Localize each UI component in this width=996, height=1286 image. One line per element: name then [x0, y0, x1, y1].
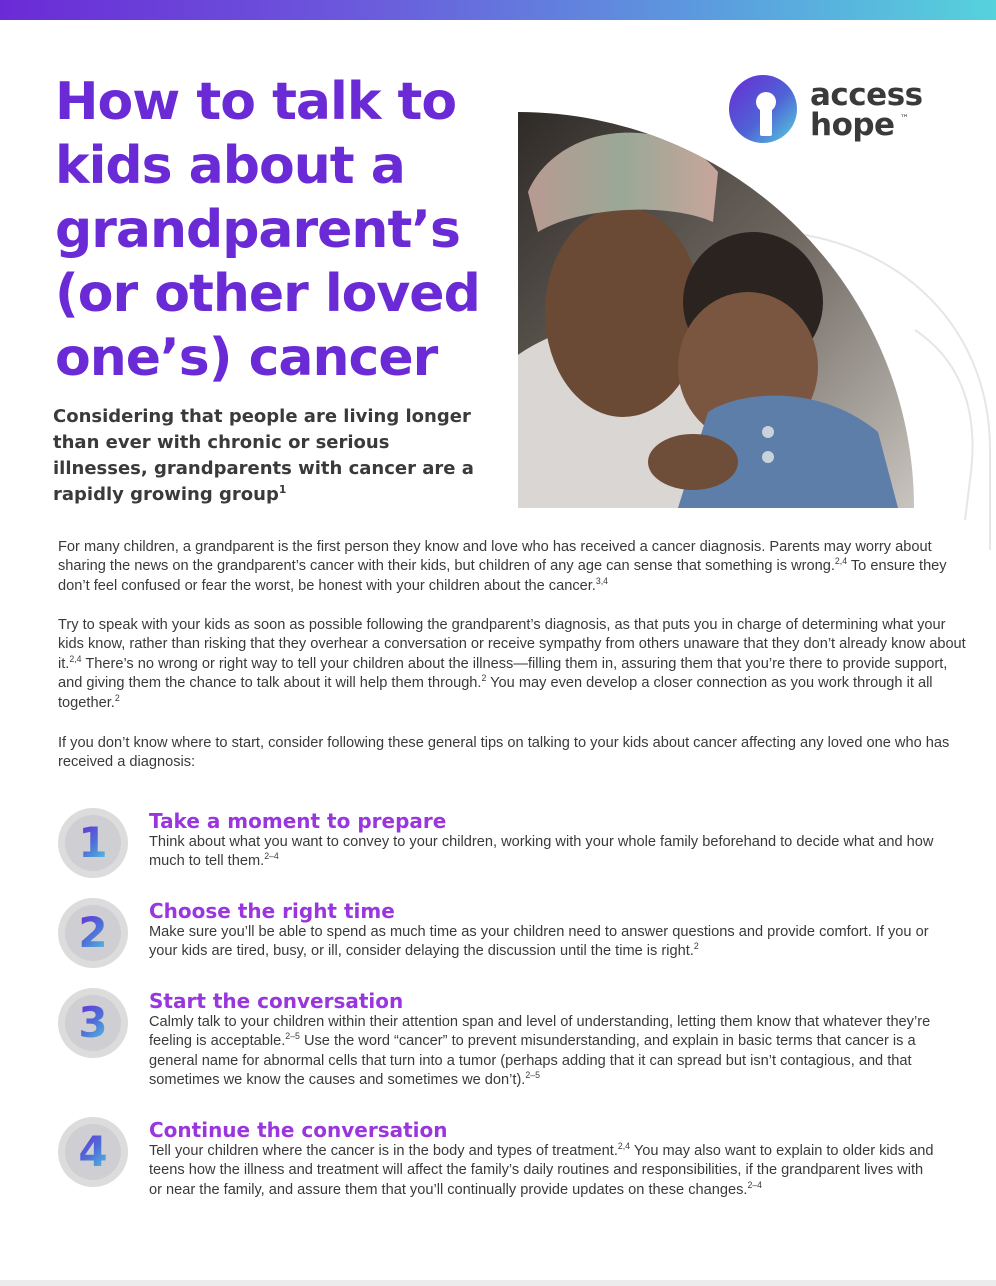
tip-title: Choose the right time [149, 899, 395, 923]
grandmother-and-child-photo [518, 107, 914, 508]
number-2-badge-icon: 2 [58, 898, 128, 968]
number-4-badge-icon: 4 [58, 1117, 128, 1187]
tip-title: Take a moment to prepare [149, 809, 447, 833]
intro-paragraph-1: For many children, a grandparent is the first person they know and love who has received a cancer diagnosis. Parents may worry about sharing the news on the grandparent’s cancer with their kids, but children of any age can sense that something is wrong.$^{2,4}$ To ensure they don’t feel confused or fear the worst, be honest with your children about the cancer.$^{3,4}$ [58, 539, 947, 594]
page-bottom-edge [0, 1280, 996, 1286]
subheading-citation: 1 [278, 483, 287, 496]
tip-body: Calmly talk to your children within their attention span and level of understanding, letting them know that whatever they’re feeling is acceptable.$^{2-5}$ Use the word “cancer” to prevent misunderstanding, and explain in basic terms that cancer is a general name for abnormal cells that turn into a tumor (perhaps adding that it can spread but isn’t contagious, and that sometimes we know the causes and sometimes we don’t).$^{2-5}$ [149, 1014, 931, 1089]
tip-body: Make sure you’ll be able to spend as much time as your children need to answer questions and provide comfort. If you or your kids are tired, busy, or ill, consider delaying the discussion until the time is right.$^2$ [149, 924, 929, 960]
tip-body: Tell your children where the cancer is in the body and types of treatment.$^{2,4}$ You may also want to explain to older kids and teens how the illness and treatment will affect the family’s daily routines and responsibilities, if the grandparent lives with or near the family, and assure them that you’ll continually provide updates on these changes.$^{2-4}$ [149, 1141, 934, 1198]
trademark-symbol: ™ [900, 114, 909, 124]
subheading: Considering that people are living longer than ever with chronic or serious illnesses, grandparents with cancer are a rapidly growing group$^1$ [53, 406, 474, 505]
tip-title: Start the conversation [149, 989, 404, 1013]
number-3-badge-icon: 3 [58, 988, 128, 1058]
top-gradient-bar [0, 0, 996, 20]
tip-body: Think about what you want to convey to your children, working with your whole family beforehand to decide what and how much to tell them.$^{2-4}$ [149, 834, 934, 870]
access-hope-logo [728, 74, 948, 144]
number-1-badge-icon: 1 [58, 808, 128, 878]
page-title: How to talk to kids about a grandparent’s (or other loved one’s) cancer [55, 72, 480, 388]
logo-word-hope: hope [810, 107, 895, 143]
logo-word-access: access [810, 77, 923, 113]
keyhole-icon [728, 74, 798, 144]
intro-paragraph-2: Try to speak with your kids as soon as possible following the grandparent’s diagnosis, as that puts you in charge of determining what your kids know, rather than risking that they overhear a conversation or receive sympathy from others unaware that they don’t already know about it.$^{2,4}$ There’s no wrong or right way to tell your children about the illness—filling them in, assuring them that you’re there to provide support, and giving them the chance to talk about it will help them through.$^2$ You may even develop a closer connection as you work through it all together.$^2$ [58, 617, 966, 711]
tip-title: Continue the conversation [149, 1118, 448, 1142]
intro-paragraph-3: If you don’t know where to start, consider following these general tips on talking to your kids about cancer affecting any loved one who has received a diagnosis: [58, 735, 950, 771]
